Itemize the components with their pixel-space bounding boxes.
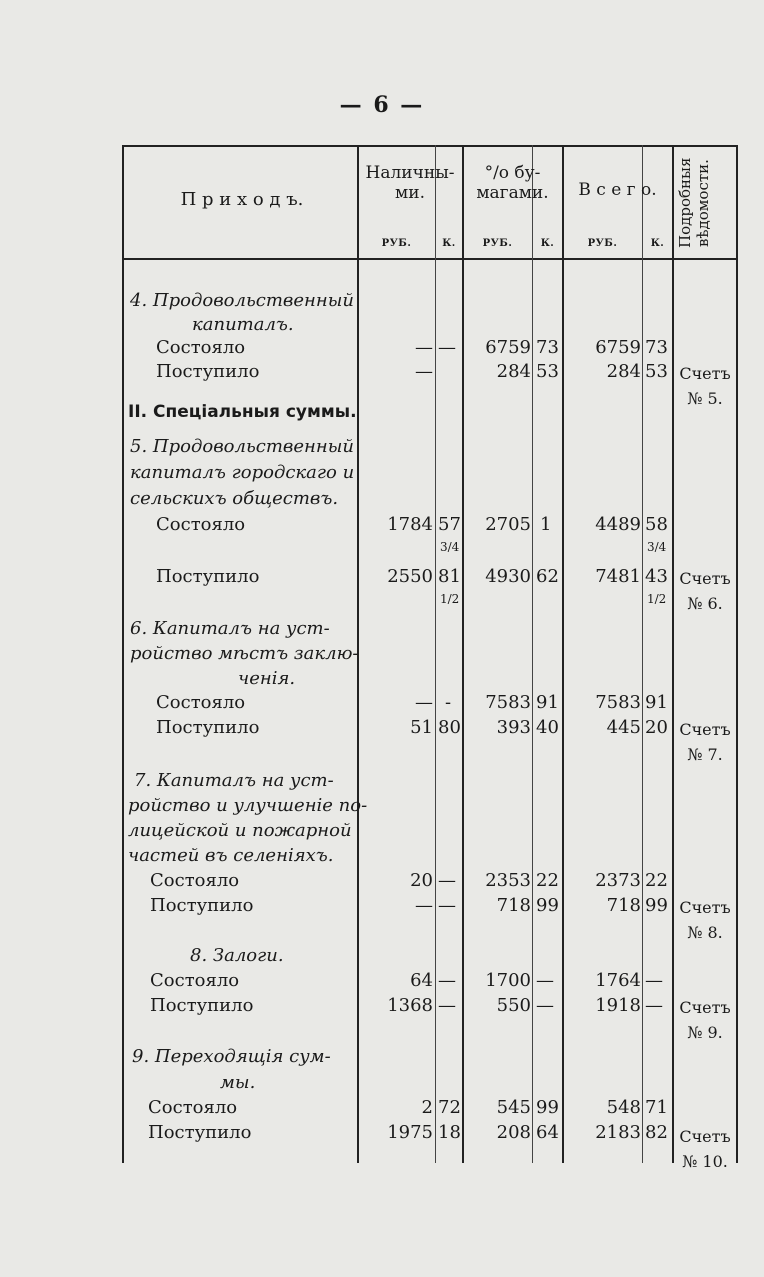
row-label: Состояло <box>156 337 246 358</box>
total-kop: 71 <box>645 1097 668 1118</box>
header-bottom-rule <box>122 258 738 260</box>
subheader-kop-1: К. <box>442 238 456 249</box>
paper-rub: 284 <box>496 361 531 382</box>
cash-kop: 72 <box>438 1097 461 1118</box>
section-title: II. Спеціальныя суммы. <box>128 402 357 422</box>
total-kop: 53 <box>645 361 668 382</box>
header-nalichnymi: Наличны- ми. <box>365 163 455 203</box>
row-label: Состояло <box>156 514 246 535</box>
paper-kop: 73 <box>536 337 559 358</box>
cash-kop: — <box>438 970 456 991</box>
cash-rub: 20 <box>410 870 433 891</box>
paper-kop: — <box>536 995 554 1016</box>
total-kop: — <box>645 970 663 991</box>
cash-rub: 2 <box>421 1097 433 1118</box>
section-title: частей въ селеніяхъ. <box>128 845 334 866</box>
section-title: 4. Продовольственный <box>130 290 355 311</box>
account-note-number: № 7. <box>687 745 723 764</box>
row-label: Поступило <box>156 566 260 587</box>
table-top-rule <box>122 145 738 147</box>
cash-rub: — <box>415 895 433 916</box>
header-vsego: В с е г о. <box>578 180 657 200</box>
cash-rub: — <box>415 337 433 358</box>
paper-kop: 1 <box>540 514 552 535</box>
section-title: 7. Капиталъ на уст- <box>134 770 334 791</box>
total-kop: 22 <box>645 870 668 891</box>
total-rub: 1764 <box>595 970 641 991</box>
row-label: Состояло <box>156 692 246 713</box>
paper-rub: 2705 <box>485 514 531 535</box>
section-title: лицейской и пожарной <box>128 820 352 841</box>
section-title: ройство и улучшеніе по- <box>128 795 368 816</box>
header-bumagami: °/о бу- магами. <box>476 163 549 203</box>
total-kop-fraction: 3/4 <box>647 540 667 554</box>
paper-kop: — <box>536 970 554 991</box>
col-rule-1k <box>435 145 436 1163</box>
cash-kop: — <box>438 870 456 891</box>
cash-kop: 57 <box>438 514 461 535</box>
paper-rub: 718 <box>496 895 531 916</box>
subheader-rub-1: РУБ. <box>381 238 412 249</box>
row-label: Поступило <box>156 717 260 738</box>
subheader-kop-3: К. <box>650 238 665 249</box>
cash-rub: 2550 <box>387 566 433 587</box>
total-kop: 82 <box>645 1122 668 1143</box>
paper-kop: 40 <box>536 717 559 738</box>
total-kop: 20 <box>645 717 668 738</box>
total-kop: — <box>645 995 663 1016</box>
total-rub: 548 <box>606 1097 641 1118</box>
total-rub: 1918 <box>595 995 641 1016</box>
cash-kop: - <box>445 692 452 713</box>
paper-rub: 393 <box>496 717 531 738</box>
total-rub: 6759 <box>595 337 641 358</box>
table-left-rule <box>122 145 124 1163</box>
total-kop: 91 <box>645 692 668 713</box>
row-label: Поступило <box>148 1122 252 1143</box>
section-title: капиталъ городскаго и <box>130 462 355 483</box>
total-rub: 4489 <box>595 514 641 535</box>
paper-kop: 99 <box>536 895 559 916</box>
paper-kop: 22 <box>536 870 559 891</box>
section-title: 5. Продовольственный <box>130 436 355 457</box>
paper-rub: 1700 <box>485 970 531 991</box>
total-rub: 284 <box>606 361 641 382</box>
account-note: Счетъ <box>679 720 731 739</box>
total-kop: 99 <box>645 895 668 916</box>
section-title: ченія. <box>238 668 296 689</box>
col-rule-3 <box>562 145 564 1163</box>
total-kop: 58 <box>645 514 668 535</box>
account-note: Счетъ <box>679 364 731 383</box>
cash-rub: 1975 <box>387 1122 433 1143</box>
subheader-rub-2: РУБ. <box>482 238 513 249</box>
col-rule-2k <box>532 145 533 1163</box>
cash-rub: 64 <box>410 970 433 991</box>
row-label: Поступило <box>150 995 254 1016</box>
row-label: Состояло <box>148 1097 238 1118</box>
account-note: Счетъ <box>679 1127 731 1146</box>
total-rub: 2183 <box>595 1122 641 1143</box>
page-number: — 6 — <box>339 92 425 118</box>
paper-rub: 2353 <box>485 870 531 891</box>
paper-rub: 545 <box>496 1097 531 1118</box>
subheader-rub-3: РУБ. <box>587 238 618 249</box>
section-title: сельскихъ обществъ. <box>130 488 339 509</box>
cash-kop-fraction: 1/2 <box>440 592 460 606</box>
paper-kop: 62 <box>536 566 559 587</box>
cash-kop: 18 <box>438 1122 461 1143</box>
cash-rub: 51 <box>410 717 433 738</box>
cash-rub: 1784 <box>387 514 433 535</box>
paper-kop: 91 <box>536 692 559 713</box>
account-note: Счетъ <box>679 898 731 917</box>
account-note-number: № 5. <box>687 389 723 408</box>
paper-rub: 4930 <box>485 566 531 587</box>
cash-rub: — <box>415 361 433 382</box>
cash-rub: — <box>415 692 433 713</box>
account-note: Счетъ <box>679 569 731 588</box>
section-title: 6. Капиталъ на уст- <box>130 618 330 639</box>
total-kop: 73 <box>645 337 668 358</box>
paper-rub: 208 <box>496 1122 531 1143</box>
section-title: мы. <box>220 1072 256 1093</box>
header-prikhod: П р и х о д ъ. <box>180 189 304 210</box>
account-note-number: № 6. <box>687 594 723 613</box>
cash-rub: 1368 <box>387 995 433 1016</box>
cash-kop: — <box>438 995 456 1016</box>
account-note: Счетъ <box>679 998 731 1017</box>
col-rule-3k <box>642 145 643 1163</box>
row-label: Поступило <box>150 895 254 916</box>
cash-kop: — <box>438 337 456 358</box>
total-rub: 445 <box>606 717 641 738</box>
total-kop-fraction: 1/2 <box>647 592 667 606</box>
account-note-number: № 8. <box>687 923 723 942</box>
total-rub: 7481 <box>595 566 641 587</box>
row-label: Состояло <box>150 970 240 991</box>
section-title: капиталъ. <box>192 314 294 335</box>
section-title: 9. Переходящія сум- <box>132 1046 331 1067</box>
total-kop: 43 <box>645 566 668 587</box>
header-podrobnye: Подробныя вѣдомости. <box>676 157 712 249</box>
account-note-number: № 9. <box>687 1023 723 1042</box>
table-right-rule <box>736 145 738 1163</box>
row-label: Поступило <box>156 361 260 382</box>
paper-rub: 7583 <box>485 692 531 713</box>
paper-rub: 6759 <box>485 337 531 358</box>
section-title: 8. Залоги. <box>190 945 284 966</box>
paper-kop: 64 <box>536 1122 559 1143</box>
paper-kop: 99 <box>536 1097 559 1118</box>
total-rub: 718 <box>606 895 641 916</box>
total-rub: 2373 <box>595 870 641 891</box>
cash-kop: — <box>438 895 456 916</box>
cash-kop: 81 <box>438 566 461 587</box>
account-note-number: № 10. <box>682 1152 728 1171</box>
subheader-kop-2: К. <box>540 238 555 249</box>
row-label: Состояло <box>150 870 240 891</box>
section-title: ройство мѣстъ заклю- <box>130 643 359 664</box>
paper-kop: 53 <box>536 361 559 382</box>
cash-kop: 80 <box>438 717 461 738</box>
paper-rub: 550 <box>496 995 531 1016</box>
cash-kop-fraction: 3/4 <box>440 540 460 554</box>
total-rub: 7583 <box>595 692 641 713</box>
